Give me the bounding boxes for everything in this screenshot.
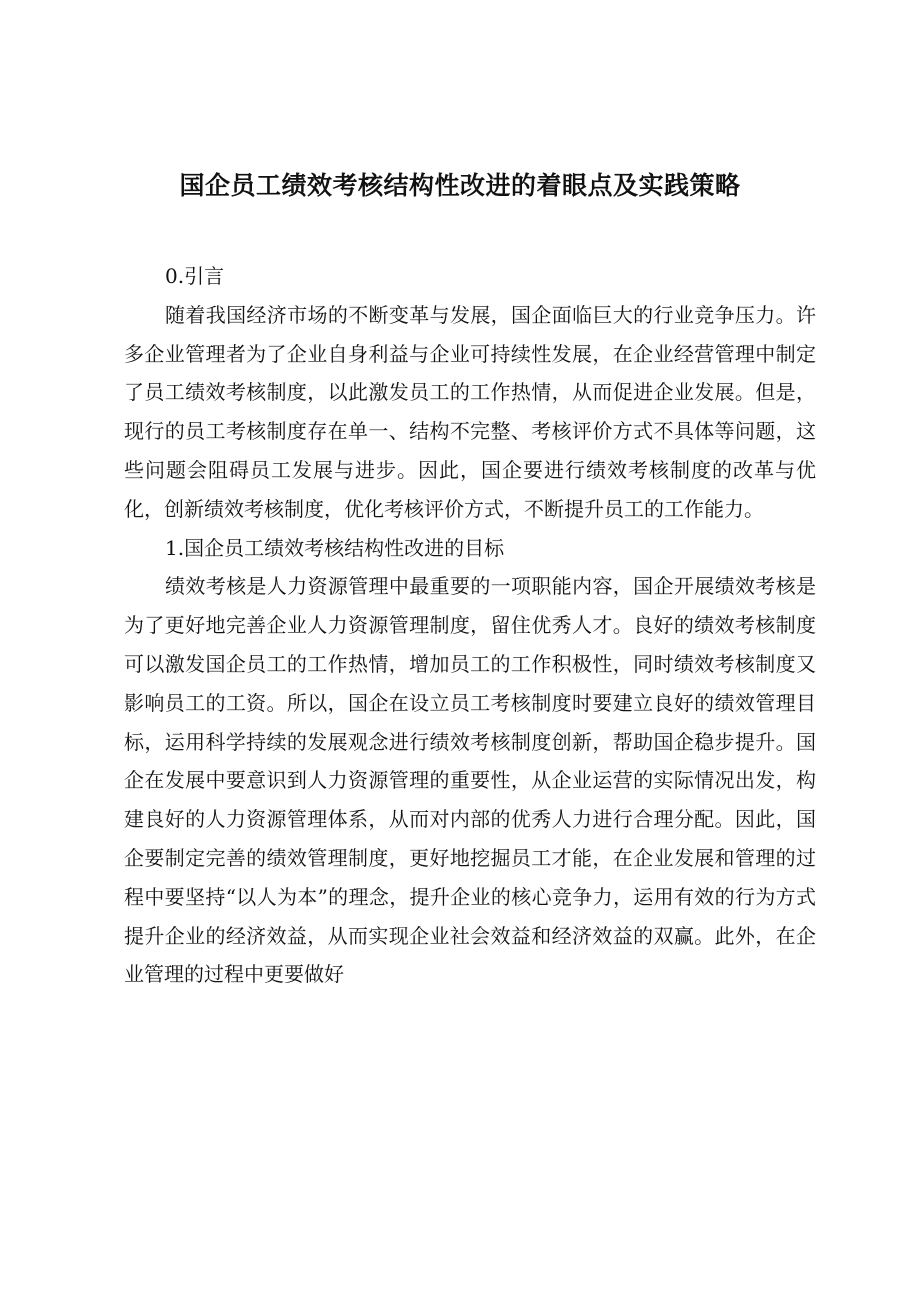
- document-title: 国企员工绩效考核结构性改进的着眼点及实践策略: [179, 171, 741, 200]
- section-paragraph-introduction: 随着我国经济市场的不断变革与发展，国企面临巨大的行业竞争压力。许多企业管理者为了企业自身利益与企业可持续性发展，在企业经营管理中制定了员工绩效考核制度，以此激发员工的工作热情，从而促进企业发展。但是，现行的员工考核制度存在单一、结构不完整、考核评价方式不具体等问题，这些问题会阻碍员工发展与进步。因此，国企要进行绩效考核制度的改革与优化，创新绩效考核制度，优化考核评价方式，不断提升员工的工作能力。: [124, 302, 816, 521]
- section-paragraph-goals: 绩效考核是人力资源管理中最重要的一项职能内容，国企开展绩效考核是为了更好地完善企业人力资源管理制度，留住优秀人才。良好的绩效考核制度可以激发国企员工的工作热情，增加员工的工作积极性，同时绩效考核制度又影响员工的工资。所以，国企在设立员工考核制度时要建立良好的绩效管理目标，运用科学持续的发展观念进行绩效考核制度创新，帮助国企稳步提升。国企在发展中要意识到人力资源管理的重要性，从企业运营的实际情况出发，构建良好的人力资源管理体系，从而对内部的优秀人力进行合理分配。因此，国企要制定完善的绩效管理制度，更好地挖掘员工才能，在企业发展和管理的过程中要坚持“以人为本”的理念，提升企业的核心竞争力，运用有效的行为方式提升企业的经济效益，从而实现企业社会效益和经济效益的双赢。此外，在企业管理的过程中更要做好: [124, 574, 816, 987]
- section-heading-introduction: 0.引言: [165, 264, 225, 288]
- section-heading-goals: 1.国企员工绩效考核结构性改进的目标: [165, 535, 505, 560]
- document-body: [124, 257, 816, 994]
